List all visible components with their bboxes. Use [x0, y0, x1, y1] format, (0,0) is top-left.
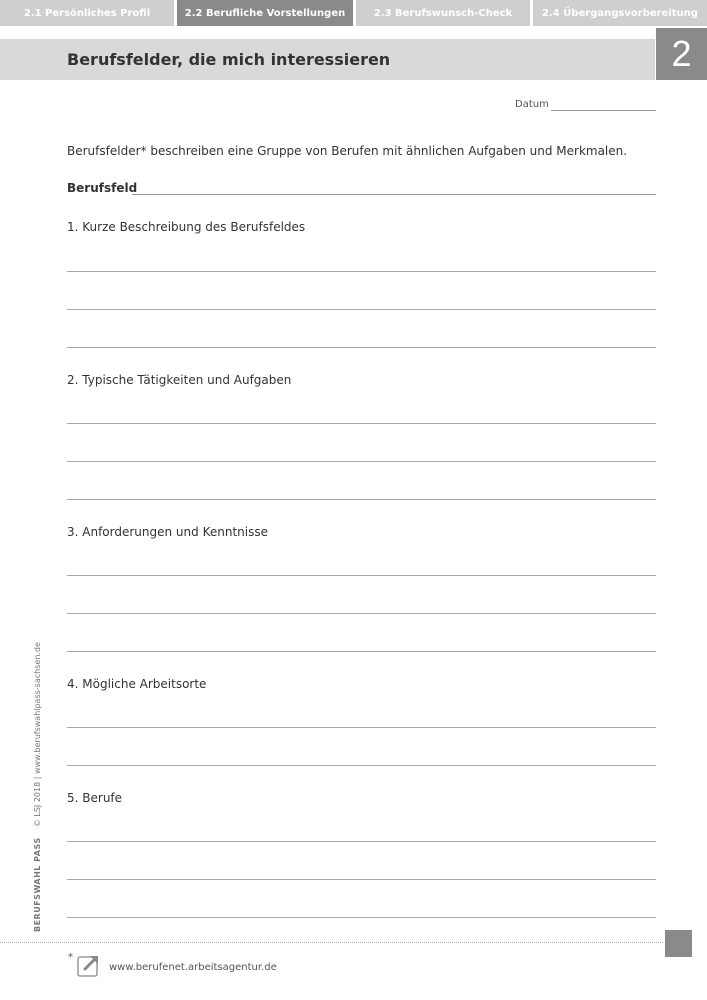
section-heading-berufe: 5. Berufe — [67, 791, 123, 805]
date-label: Datum — [515, 99, 549, 110]
corner-marker — [665, 930, 692, 957]
berufswahlpass-logo: BERUFSWAHL PASS — [33, 837, 42, 932]
side-credit — [33, 642, 42, 932]
section-heading-arbeitsorte: 4. Mögliche Arbeitsorte — [67, 677, 207, 691]
berufsfeld-field[interactable] — [132, 194, 656, 195]
page-title: Berufsfelder, die mich interessieren — [67, 50, 391, 69]
answer-line[interactable] — [67, 575, 656, 576]
footer-divider — [0, 942, 663, 943]
answer-line[interactable] — [67, 309, 656, 310]
section-heading-taetigkeiten: 2. Typische Tätigkeiten und Aufgaben — [67, 373, 292, 387]
section-heading-anforderungen: 3. Anforderungen und Kenntnisse — [67, 525, 268, 539]
chapter-number: 2 — [656, 28, 707, 80]
external-link-icon — [76, 952, 102, 978]
tab-berufswunsch-check[interactable]: 2.3 Berufswunsch-Check — [356, 0, 530, 26]
footer-link[interactable]: www.berufenet.arbeitsagentur.de — [109, 962, 277, 973]
answer-line[interactable] — [67, 613, 656, 614]
date-field[interactable] — [551, 110, 656, 111]
answer-line[interactable] — [67, 461, 656, 462]
answer-line[interactable] — [67, 727, 656, 728]
section-tabs — [0, 0, 707, 26]
tab-uebergangsvorbereitung[interactable]: 2.4 Übergangsvorbereitung — [533, 0, 707, 26]
footnote-asterisk: * — [68, 952, 73, 963]
answer-line[interactable] — [67, 879, 656, 880]
answer-line[interactable] — [67, 499, 656, 500]
intro-text: Berufsfelder* beschreiben eine Gruppe von Berufen mit ähnlichen Aufgaben und Merkmalen. — [67, 144, 628, 158]
answer-line[interactable] — [67, 651, 656, 652]
answer-line[interactable] — [67, 347, 656, 348]
answer-line[interactable] — [67, 917, 656, 918]
answer-line[interactable] — [67, 841, 656, 842]
tab-berufliche-vorstellungen[interactable]: 2.2 Berufliche Vorstellungen — [177, 0, 353, 26]
section-heading-beschreibung: 1. Kurze Beschreibung des Berufsfeldes — [67, 220, 306, 234]
answer-line[interactable] — [67, 765, 656, 766]
answer-line[interactable] — [67, 423, 656, 424]
answer-line[interactable] — [67, 271, 656, 272]
berufsfeld-label: Berufsfeld — [67, 181, 138, 195]
tab-persoenliches-profil[interactable]: 2.1 Persönliches Profil — [0, 0, 174, 26]
copyright-text: © LSJ 2018 | www.berufswahlpass-sachsen.de — [33, 642, 42, 828]
